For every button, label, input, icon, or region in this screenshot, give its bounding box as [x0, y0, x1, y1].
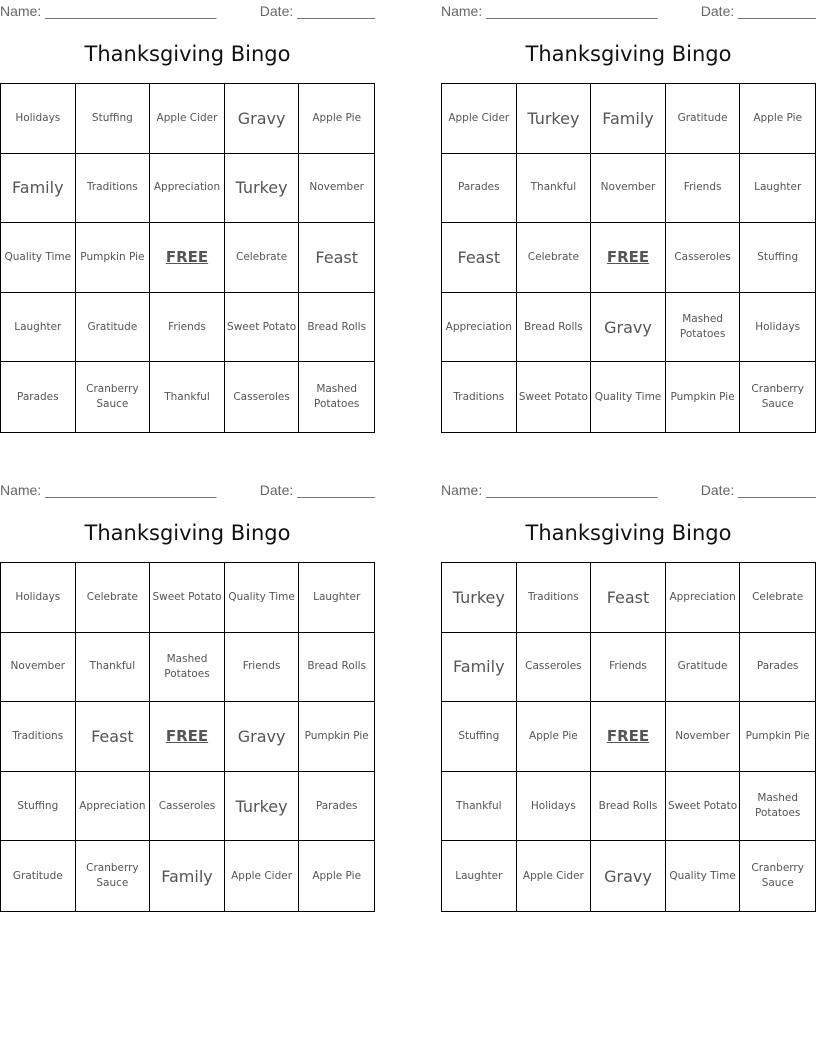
bingo-cell: Family: [591, 84, 666, 154]
bingo-cell: Stuffing: [740, 223, 815, 293]
bingo-cell: Cranberry Sauce: [76, 362, 151, 432]
card-header: [0, 479, 375, 501]
bingo-cell: Apple Pie: [299, 84, 374, 154]
bingo-cell: Pumpkin Pie: [76, 223, 151, 293]
bingo-cell: Thankful: [517, 154, 592, 224]
bingo-cell: Casseroles: [517, 633, 592, 703]
bingo-cell: Friends: [666, 154, 741, 224]
bingo-cell: Family: [1, 154, 76, 224]
card-header: [441, 479, 816, 501]
bingo-cell: Cranberry Sauce: [751, 862, 804, 890]
bingo-cell: November: [299, 154, 374, 224]
bingo-cell: Holidays: [517, 772, 592, 842]
bingo-cell: Traditions: [76, 154, 151, 224]
bingo-cell: Friends: [225, 633, 300, 703]
card-title: Thanksgiving Bingo: [525, 521, 732, 545]
bingo-cell: Feast: [442, 223, 517, 293]
bingo-cell: Friends: [591, 633, 666, 703]
bingo-cell: Mashed Potatoes: [313, 383, 360, 411]
date-field: Date: __________: [700, 3, 816, 19]
date-field: Date: __________: [259, 3, 375, 19]
bingo-cell: Casseroles: [666, 223, 741, 293]
bingo-cell: Pumpkin Pie: [740, 702, 815, 772]
bingo-cell: Sweet Potato: [517, 362, 592, 432]
bingo-cell: Bread Rolls: [299, 633, 374, 703]
bingo-cell: Turkey: [442, 563, 517, 633]
bingo-cell: Apple Pie: [517, 702, 592, 772]
bingo-cell: Gratitude: [76, 293, 151, 363]
bingo-cell: Gratitude: [666, 84, 741, 154]
bingo-cell: Gravy: [225, 84, 300, 154]
bingo-cell: Thankful: [442, 772, 517, 842]
bingo-cell: Family: [442, 633, 517, 703]
bingo-cell: Traditions: [1, 702, 76, 772]
bingo-cell: Quality Time: [666, 841, 741, 911]
bingo-cell: Traditions: [517, 563, 592, 633]
bingo-cell: Quality Time: [1, 223, 76, 293]
bingo-cell: Mashed Potatoes: [740, 772, 815, 842]
bingo-cell: Appreciation: [666, 563, 741, 633]
bingo-cell: Parades: [1, 362, 76, 432]
bingo-cell: Gratitude: [666, 633, 741, 703]
bingo-cell: Sweet Potato: [150, 563, 225, 633]
bingo-cell: Cranberry Sauce: [76, 841, 151, 911]
bingo-cell: Holidays: [1, 84, 76, 154]
bingo-cell: Apple Pie: [740, 84, 815, 154]
bingo-cell: Apple Cider: [442, 84, 517, 154]
bingo-cell: Feast: [299, 223, 374, 293]
free-space: FREE: [591, 702, 666, 772]
bingo-cell: Stuffing: [442, 702, 517, 772]
bingo-cell: Laughter: [740, 154, 815, 224]
bingo-cell: Bread Rolls: [591, 772, 666, 842]
bingo-cell: Pumpkin Pie: [299, 702, 374, 772]
card-header: [441, 0, 816, 22]
bingo-grid: [0, 562, 375, 912]
card-title: Thanksgiving Bingo: [84, 521, 291, 545]
bingo-cell: Gravy: [591, 293, 666, 363]
bingo-cell: November: [1, 633, 76, 703]
bingo-cell: Turkey: [517, 84, 592, 154]
free-space: FREE: [150, 223, 225, 293]
bingo-cell: Gratitude: [1, 841, 76, 911]
bingo-cell: Pumpkin Pie: [666, 362, 741, 432]
bingo-cell: Turkey: [225, 154, 300, 224]
bingo-cell: Gravy: [225, 702, 300, 772]
bingo-cell: Bread Rolls: [517, 293, 592, 363]
bingo-cell: Traditions: [442, 362, 517, 432]
bingo-cell: Appreciation: [442, 293, 517, 363]
card-title: Thanksgiving Bingo: [525, 42, 732, 66]
bingo-cell: Appreciation: [150, 154, 225, 224]
bingo-grid: [0, 83, 375, 433]
bingo-cell: Bread Rolls: [299, 293, 374, 363]
bingo-grid: [441, 562, 816, 912]
bingo-cell: Parades: [299, 772, 374, 842]
bingo-cell: Laughter: [1, 293, 76, 363]
bingo-cell: Mashed Potatoes: [666, 293, 741, 363]
name-field: Name: ______________________: [0, 482, 217, 498]
name-field: Name: ______________________: [441, 3, 658, 19]
date-field: Date: __________: [259, 482, 375, 498]
bingo-cell: Apple Pie: [312, 869, 362, 882]
bingo-cell: November: [666, 702, 741, 772]
bingo-cell: Friends: [150, 293, 225, 363]
bingo-cell: Stuffing: [76, 84, 151, 154]
bingo-grid: [441, 83, 816, 433]
bingo-cell: Sweet Potato: [666, 772, 741, 842]
bingo-cell: Celebrate: [225, 223, 300, 293]
name-field: Name: ______________________: [0, 3, 217, 19]
bingo-cell: Laughter: [442, 841, 517, 911]
bingo-cell: Holidays: [740, 293, 815, 363]
bingo-cell: November: [591, 154, 666, 224]
bingo-cell: Feast: [591, 563, 666, 633]
bingo-cell: Thankful: [150, 362, 225, 432]
bingo-cell: Mashed Potatoes: [150, 633, 225, 703]
date-field: Date: __________: [700, 482, 816, 498]
bingo-cell: Sweet Potato: [225, 293, 300, 363]
bingo-cell: Casseroles: [225, 362, 300, 432]
bingo-cell: Cranberry Sauce: [751, 383, 804, 411]
bingo-cell: Turkey: [225, 772, 300, 842]
name-field: Name: ______________________: [441, 482, 658, 498]
bingo-cell: Celebrate: [517, 223, 592, 293]
bingo-cell: Quality Time: [591, 362, 666, 432]
bingo-cell: Holidays: [1, 563, 76, 633]
free-space: FREE: [150, 702, 225, 772]
bingo-cell: Gravy: [591, 841, 666, 911]
bingo-cell: Celebrate: [76, 563, 151, 633]
bingo-cell: Apple Cider: [150, 84, 225, 154]
bingo-cell: Parades: [740, 633, 815, 703]
bingo-cell: Parades: [442, 154, 517, 224]
card-header: [0, 0, 375, 22]
bingo-cell: Stuffing: [1, 772, 76, 842]
bingo-cell: Apple Cider: [225, 841, 300, 911]
bingo-cell: Thankful: [76, 633, 151, 703]
bingo-cell: Quality Time: [225, 563, 300, 633]
bingo-cell: Family: [150, 841, 225, 911]
bingo-cell: Feast: [76, 702, 151, 772]
bingo-cell: Apple Cider: [517, 841, 592, 911]
bingo-cell: Celebrate: [740, 563, 815, 633]
free-space: FREE: [591, 223, 666, 293]
card-title: Thanksgiving Bingo: [84, 42, 291, 66]
bingo-cell: Appreciation: [76, 772, 151, 842]
bingo-cell: Casseroles: [150, 772, 225, 842]
bingo-cell: Laughter: [299, 563, 374, 633]
